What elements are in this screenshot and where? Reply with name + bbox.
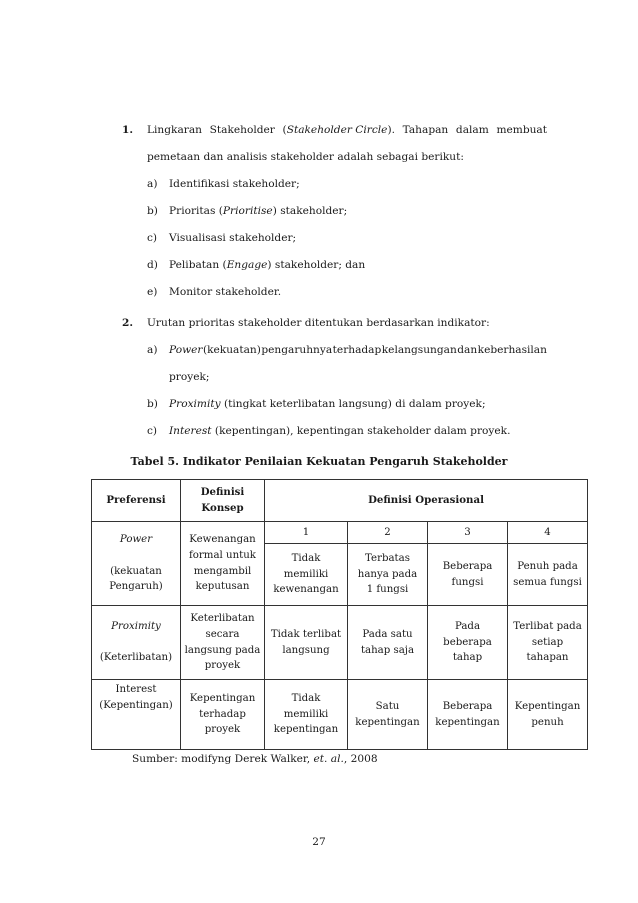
op-line: Tidak bbox=[291, 692, 321, 704]
header-definisi-konsep bbox=[181, 480, 265, 522]
cell-preferensi bbox=[92, 606, 181, 680]
concept-line: Kepentingan bbox=[189, 692, 256, 704]
op-line: hanya pada bbox=[357, 568, 418, 580]
sub-item bbox=[169, 232, 296, 244]
item1-first-line bbox=[147, 124, 547, 136]
sub-text: Monitor stakeholder. bbox=[169, 286, 282, 298]
cell-konsep bbox=[181, 680, 265, 750]
op-line: tahap saja bbox=[360, 644, 415, 656]
sub-em: Prioritise bbox=[222, 205, 273, 217]
sub-item bbox=[169, 259, 365, 271]
table-row bbox=[92, 680, 588, 750]
pref-line: (Kepentingan) bbox=[99, 699, 173, 711]
op-line: penuh bbox=[531, 716, 564, 728]
header-line: Konsep bbox=[201, 501, 244, 514]
item2a-word: keberhasilan bbox=[477, 344, 547, 356]
sub-label: a) bbox=[147, 178, 158, 190]
sub-label: a) bbox=[147, 344, 158, 356]
cell-op bbox=[265, 680, 348, 750]
op-line: memiliki bbox=[283, 708, 329, 720]
paren-close: ). bbox=[387, 124, 395, 136]
cell-op bbox=[508, 680, 588, 750]
source-em: et. al. bbox=[313, 753, 344, 765]
sub-text: (kepentingan), kepentingan stakeholder dalam proyek. bbox=[211, 425, 511, 437]
sub-label: c) bbox=[147, 232, 158, 244]
cell-preferensi bbox=[92, 522, 181, 606]
op-line: tahapan bbox=[526, 652, 569, 664]
sub-item bbox=[169, 178, 300, 190]
concept-line: Kewenangan bbox=[189, 533, 256, 545]
sub-item bbox=[169, 205, 347, 217]
item1-word: dalam bbox=[455, 124, 489, 136]
concept-line: formal untuk bbox=[189, 549, 256, 561]
sub-label: d) bbox=[147, 259, 158, 271]
sub-text: ) stakeholder; dan bbox=[267, 259, 366, 271]
level-2: 2 bbox=[348, 522, 428, 544]
op-line: semua fungsi bbox=[513, 576, 582, 588]
item2a-word: terhadap bbox=[332, 344, 382, 356]
table-row bbox=[92, 606, 588, 680]
level-4: 4 bbox=[508, 522, 588, 544]
op-line: kewenangan bbox=[273, 584, 339, 596]
pref-line: (Keterlibatan) bbox=[99, 652, 173, 664]
indicator-table bbox=[91, 479, 588, 750]
op-line: memiliki bbox=[283, 568, 329, 580]
pref-line: Pengaruh) bbox=[109, 581, 163, 593]
op-line: Terlibat pada bbox=[513, 620, 582, 632]
pref-line: Interest bbox=[115, 684, 157, 695]
sub-text: Prioritas ( bbox=[169, 205, 223, 217]
cell-op bbox=[428, 544, 508, 606]
sub-text: Pelibatan ( bbox=[169, 259, 227, 271]
cell-op bbox=[348, 544, 428, 606]
item2a-word: dan bbox=[457, 344, 478, 356]
concept-line: Keterlibatan bbox=[190, 612, 255, 624]
table-source bbox=[132, 753, 378, 765]
cell-op bbox=[265, 606, 348, 680]
op-line: beberapa bbox=[443, 636, 492, 648]
op-line: Satu bbox=[375, 700, 400, 712]
cell-konsep bbox=[181, 522, 265, 606]
table-row bbox=[92, 522, 588, 544]
sub-em: Proximity bbox=[169, 398, 221, 410]
sub-item bbox=[169, 425, 510, 437]
op-line: kepentingan bbox=[355, 716, 420, 728]
op-line: Penuh pada bbox=[517, 560, 578, 572]
item2a-word: (kekuatan) bbox=[202, 344, 261, 356]
header-preferensi: Preferensi bbox=[92, 480, 181, 522]
item2a-continuation: proyek; bbox=[169, 371, 210, 383]
op-line: Kepentingan bbox=[514, 700, 581, 712]
sub-label: c) bbox=[147, 425, 158, 437]
item2a-word: kelangsungan bbox=[381, 344, 457, 356]
concept-line: keputusan bbox=[195, 581, 250, 593]
item1-em: Stakeholder Circle bbox=[286, 124, 388, 136]
level-1: 1 bbox=[265, 522, 348, 544]
cell-op bbox=[428, 680, 508, 750]
sub-text: (tingkat keterlibatan langsung) di dalam proyek; bbox=[220, 398, 486, 410]
level-3: 3 bbox=[428, 522, 508, 544]
table-header-row bbox=[92, 480, 588, 522]
item2a-first-line bbox=[169, 344, 547, 356]
cell-op bbox=[508, 606, 588, 680]
pref-line: (kekuatan bbox=[110, 565, 162, 577]
item1-word: membuat bbox=[496, 124, 547, 136]
op-line: Beberapa bbox=[442, 700, 493, 712]
sub-text: Visualisasi stakeholder; bbox=[169, 232, 297, 244]
cell-op bbox=[265, 544, 348, 606]
pref-em: Proximity bbox=[111, 620, 161, 632]
table-caption: Tabel 5. Indikator Penilaian Kekuatan Pengaruh Stakeholder bbox=[130, 455, 508, 468]
sub-item bbox=[169, 286, 281, 298]
concept-line: langsung pada bbox=[184, 644, 261, 656]
concept-line: terhadap bbox=[199, 708, 246, 720]
header-line: Definisi bbox=[200, 485, 245, 498]
item2-text: Urutan prioritas stakeholder ditentukan berdasarkan indikator: bbox=[147, 317, 490, 329]
cell-op bbox=[508, 544, 588, 606]
sub-text: ) stakeholder; bbox=[272, 205, 348, 217]
paren-open: ( bbox=[282, 124, 287, 136]
sub-text: Identifikasi stakeholder; bbox=[169, 178, 300, 190]
sub-em: Engage bbox=[226, 259, 268, 271]
concept-line: proyek bbox=[204, 724, 241, 736]
sub-item bbox=[169, 398, 486, 410]
op-line: Terbatas bbox=[365, 552, 410, 564]
cell-konsep bbox=[181, 606, 265, 680]
sub-label: e) bbox=[147, 286, 158, 298]
op-line: Pada satu bbox=[362, 628, 413, 640]
header-definisi-operasional: Definisi Operasional bbox=[265, 480, 588, 522]
page-number: 27 bbox=[312, 836, 326, 848]
op-line: Tidak bbox=[291, 552, 321, 564]
op-line: Pada bbox=[454, 620, 481, 632]
cell-preferensi bbox=[92, 680, 181, 750]
op-line: 1 fungsi bbox=[366, 584, 409, 596]
source-text: Sumber: modifyng Derek Walker, bbox=[132, 753, 314, 765]
pref-em: Power bbox=[119, 533, 153, 545]
item2a-em: Power bbox=[169, 344, 203, 356]
op-line: langsung bbox=[282, 644, 330, 656]
op-line: fungsi bbox=[451, 576, 484, 588]
sub-label: b) bbox=[147, 205, 158, 217]
sub-em: Interest bbox=[169, 425, 212, 437]
cell-op bbox=[348, 606, 428, 680]
cell-op bbox=[428, 606, 508, 680]
list-number-1: 1. bbox=[122, 124, 134, 136]
op-line: tahap bbox=[452, 652, 483, 664]
op-line: kepentingan bbox=[435, 716, 500, 728]
source-text: , 2008 bbox=[343, 753, 378, 765]
concept-line: mengambil bbox=[193, 565, 252, 577]
cell-op bbox=[348, 680, 428, 750]
item1-word: Lingkaran bbox=[147, 124, 202, 136]
item1-continuation: pemetaan dan analisis stakeholder adalah sebagai berikut: bbox=[147, 151, 464, 163]
op-line: Tidak terlibat bbox=[270, 628, 342, 640]
op-line: Beberapa bbox=[442, 560, 493, 572]
item1-paren-group bbox=[283, 124, 395, 136]
item2a-word: pengaruhnya bbox=[261, 344, 333, 356]
item1-word: Tahapan bbox=[402, 124, 449, 136]
concept-line: proyek bbox=[204, 660, 241, 672]
op-line: setiap bbox=[531, 636, 564, 648]
item1-word: Stakeholder bbox=[209, 124, 275, 136]
concept-line: secara bbox=[205, 628, 240, 640]
sub-label: b) bbox=[147, 398, 158, 410]
op-line: kepentingan bbox=[273, 724, 339, 736]
list-number-2: 2. bbox=[122, 317, 134, 329]
